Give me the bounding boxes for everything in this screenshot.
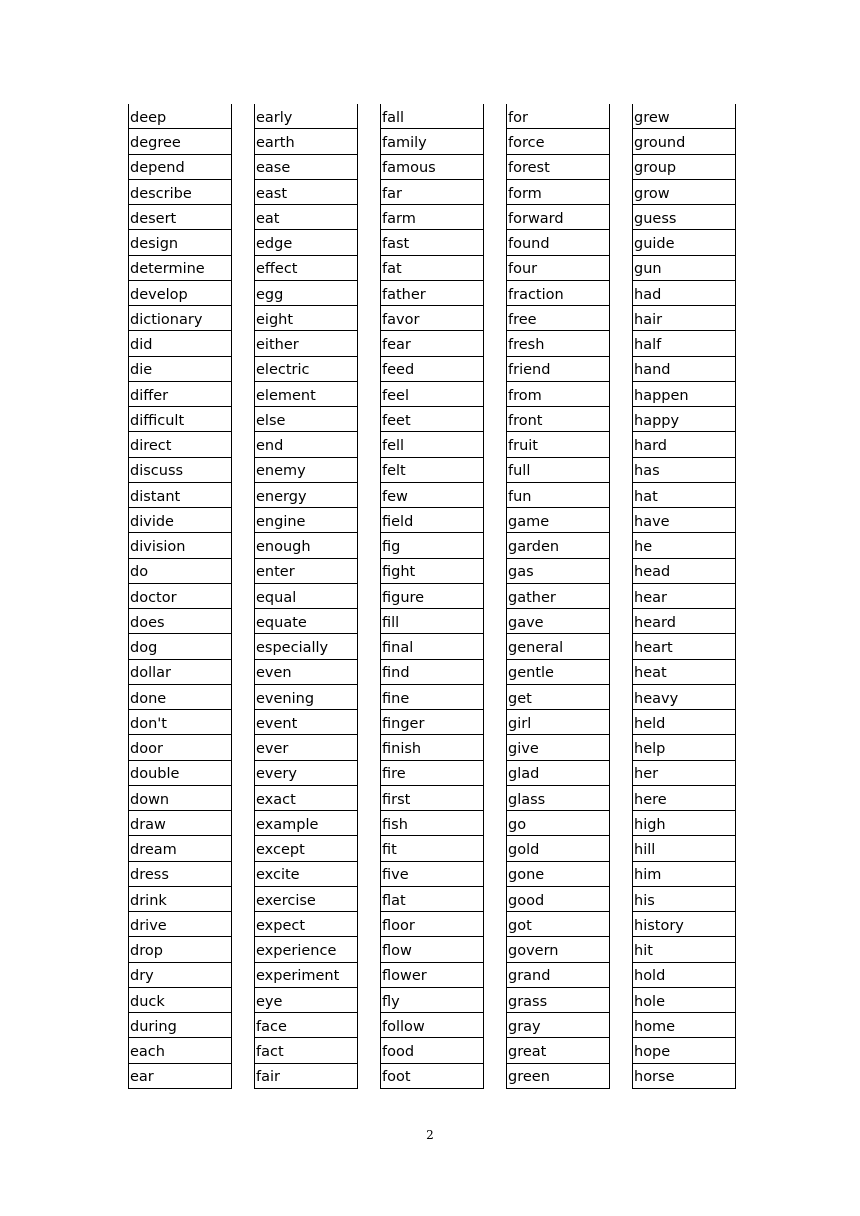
word-cell: fill xyxy=(381,609,483,634)
word-cell: famous xyxy=(381,155,483,180)
word-cell: eat xyxy=(255,205,357,230)
word-cell: home xyxy=(633,1013,735,1038)
word-cell: happy xyxy=(633,407,735,432)
word-cell: expect xyxy=(255,912,357,937)
word-cell: gold xyxy=(507,836,609,861)
word-cell: does xyxy=(129,609,231,634)
word-cell: here xyxy=(633,786,735,811)
word-cell: found xyxy=(507,230,609,255)
word-cell: get xyxy=(507,685,609,710)
word-cell: excite xyxy=(255,862,357,887)
word-cell: divide xyxy=(129,508,231,533)
word-cell: grow xyxy=(633,180,735,205)
word-cell: dollar xyxy=(129,660,231,685)
word-cell: game xyxy=(507,508,609,533)
word-cell: electric xyxy=(255,357,357,382)
word-cell: flat xyxy=(381,887,483,912)
word-cell: dry xyxy=(129,963,231,988)
word-cell: guess xyxy=(633,205,735,230)
word-cell: enough xyxy=(255,533,357,558)
word-cell: drive xyxy=(129,912,231,937)
word-cell: down xyxy=(129,786,231,811)
word-cell: door xyxy=(129,735,231,760)
word-cell: hair xyxy=(633,306,735,331)
word-cell: heard xyxy=(633,609,735,634)
word-cell: happen xyxy=(633,382,735,407)
word-cell: hear xyxy=(633,584,735,609)
word-cell: give xyxy=(507,735,609,760)
word-cell: gave xyxy=(507,609,609,634)
word-cell: father xyxy=(381,281,483,306)
word-cell: every xyxy=(255,761,357,786)
word-cell: draw xyxy=(129,811,231,836)
word-cell: double xyxy=(129,761,231,786)
word-cell: grand xyxy=(507,963,609,988)
word-cell: fun xyxy=(507,483,609,508)
word-cell: early xyxy=(255,104,357,129)
word-cell: evening xyxy=(255,685,357,710)
word-cell: fruit xyxy=(507,432,609,457)
word-cell: fraction xyxy=(507,281,609,306)
word-cell: dog xyxy=(129,634,231,659)
word-cell: few xyxy=(381,483,483,508)
word-cell: hold xyxy=(633,963,735,988)
word-cell: edge xyxy=(255,230,357,255)
word-cell: far xyxy=(381,180,483,205)
word-cell: her xyxy=(633,761,735,786)
word-cell: earth xyxy=(255,129,357,154)
word-cell: effect xyxy=(255,256,357,281)
word-cell: exact xyxy=(255,786,357,811)
word-cell: first xyxy=(381,786,483,811)
word-cell: hard xyxy=(633,432,735,457)
word-cell: fire xyxy=(381,761,483,786)
word-cell: dress xyxy=(129,862,231,887)
word-cell: gather xyxy=(507,584,609,609)
word-cell: distant xyxy=(129,483,231,508)
word-cell: fast xyxy=(381,230,483,255)
word-cell: four xyxy=(507,256,609,281)
word-cell: ear xyxy=(129,1064,231,1089)
word-cell: have xyxy=(633,508,735,533)
word-cell: even xyxy=(255,660,357,685)
word-cell: equal xyxy=(255,584,357,609)
word-cell: held xyxy=(633,710,735,735)
word-cell: fish xyxy=(381,811,483,836)
word-cell: drink xyxy=(129,887,231,912)
word-cell: enemy xyxy=(255,458,357,483)
word-cell: glass xyxy=(507,786,609,811)
word-cell: great xyxy=(507,1038,609,1063)
word-column xyxy=(380,104,484,1089)
word-cell: east xyxy=(255,180,357,205)
word-column xyxy=(506,104,610,1089)
word-cell: gentle xyxy=(507,660,609,685)
word-cell: hill xyxy=(633,836,735,861)
word-cell: felt xyxy=(381,458,483,483)
word-column xyxy=(632,104,736,1089)
word-cell: govern xyxy=(507,937,609,962)
word-cell: grew xyxy=(633,104,735,129)
word-cell: duck xyxy=(129,988,231,1013)
word-cell: green xyxy=(507,1064,609,1089)
word-cell: event xyxy=(255,710,357,735)
word-cell: him xyxy=(633,862,735,887)
word-cell: discuss xyxy=(129,458,231,483)
word-cell: especially xyxy=(255,634,357,659)
word-cell: five xyxy=(381,862,483,887)
word-cell: guide xyxy=(633,230,735,255)
word-cell: fit xyxy=(381,836,483,861)
word-cell: hat xyxy=(633,483,735,508)
word-cell: fat xyxy=(381,256,483,281)
word-cell: front xyxy=(507,407,609,432)
word-cell: heavy xyxy=(633,685,735,710)
word-cell: form xyxy=(507,180,609,205)
word-cell: forward xyxy=(507,205,609,230)
word-cell: force xyxy=(507,129,609,154)
word-cell: deep xyxy=(129,104,231,129)
word-cell: garden xyxy=(507,533,609,558)
word-cell: horse xyxy=(633,1064,735,1089)
word-cell: develop xyxy=(129,281,231,306)
word-cell: example xyxy=(255,811,357,836)
word-cell: his xyxy=(633,887,735,912)
word-cell: heat xyxy=(633,660,735,685)
word-cell: fly xyxy=(381,988,483,1013)
word-cell: eye xyxy=(255,988,357,1013)
word-cell: done xyxy=(129,685,231,710)
word-cell: favor xyxy=(381,306,483,331)
word-cell: history xyxy=(633,912,735,937)
word-cell: else xyxy=(255,407,357,432)
word-cell: flow xyxy=(381,937,483,962)
word-cell: gray xyxy=(507,1013,609,1038)
word-cell: go xyxy=(507,811,609,836)
word-cell: end xyxy=(255,432,357,457)
word-cell: fresh xyxy=(507,331,609,356)
word-cell: had xyxy=(633,281,735,306)
word-cell: feel xyxy=(381,382,483,407)
word-cell: flower xyxy=(381,963,483,988)
word-cell: do xyxy=(129,559,231,584)
word-cell: fact xyxy=(255,1038,357,1063)
word-cell: enter xyxy=(255,559,357,584)
word-cell: high xyxy=(633,811,735,836)
word-cell: hole xyxy=(633,988,735,1013)
word-cell: fear xyxy=(381,331,483,356)
word-cell: friend xyxy=(507,357,609,382)
word-cell: differ xyxy=(129,382,231,407)
page-number: 2 xyxy=(426,1128,434,1142)
word-cell: hand xyxy=(633,357,735,382)
word-cell: figure xyxy=(381,584,483,609)
word-cell: ever xyxy=(255,735,357,760)
word-cell: eight xyxy=(255,306,357,331)
word-cell: engine xyxy=(255,508,357,533)
word-cell: drop xyxy=(129,937,231,962)
word-cell: for xyxy=(507,104,609,129)
word-cell: hope xyxy=(633,1038,735,1063)
word-cell: energy xyxy=(255,483,357,508)
word-cell: fight xyxy=(381,559,483,584)
word-cell: food xyxy=(381,1038,483,1063)
word-cell: grass xyxy=(507,988,609,1013)
word-column xyxy=(128,104,232,1089)
word-cell: degree xyxy=(129,129,231,154)
word-cell: experience xyxy=(255,937,357,962)
word-cell: did xyxy=(129,331,231,356)
word-cell: fall xyxy=(381,104,483,129)
word-cell: exercise xyxy=(255,887,357,912)
word-cell: fine xyxy=(381,685,483,710)
word-cell: gun xyxy=(633,256,735,281)
word-cell: gone xyxy=(507,862,609,887)
word-cell: each xyxy=(129,1038,231,1063)
word-cell: doctor xyxy=(129,584,231,609)
word-cell: describe xyxy=(129,180,231,205)
word-cell: determine xyxy=(129,256,231,281)
word-cell: fig xyxy=(381,533,483,558)
word-cell: foot xyxy=(381,1064,483,1089)
word-cell: experiment xyxy=(255,963,357,988)
word-cell: either xyxy=(255,331,357,356)
word-cell: girl xyxy=(507,710,609,735)
word-cell: finger xyxy=(381,710,483,735)
word-cell: forest xyxy=(507,155,609,180)
word-cell: final xyxy=(381,634,483,659)
word-cell: hit xyxy=(633,937,735,962)
word-cell: difficult xyxy=(129,407,231,432)
word-cell: full xyxy=(507,458,609,483)
word-cell: got xyxy=(507,912,609,937)
word-cell: head xyxy=(633,559,735,584)
word-cell: good xyxy=(507,887,609,912)
word-cell: half xyxy=(633,331,735,356)
word-cell: face xyxy=(255,1013,357,1038)
word-cell: egg xyxy=(255,281,357,306)
word-cell: equate xyxy=(255,609,357,634)
word-cell: from xyxy=(507,382,609,407)
word-cell: depend xyxy=(129,155,231,180)
word-cell: desert xyxy=(129,205,231,230)
word-cell: follow xyxy=(381,1013,483,1038)
word-cell: field xyxy=(381,508,483,533)
word-cell: finish xyxy=(381,735,483,760)
word-column xyxy=(254,104,358,1089)
word-cell: dream xyxy=(129,836,231,861)
word-cell: find xyxy=(381,660,483,685)
word-cell: element xyxy=(255,382,357,407)
word-cell: gas xyxy=(507,559,609,584)
word-cell: he xyxy=(633,533,735,558)
word-cell: help xyxy=(633,735,735,760)
word-cell: feed xyxy=(381,357,483,382)
word-cell: design xyxy=(129,230,231,255)
word-cell: direct xyxy=(129,432,231,457)
word-cell: family xyxy=(381,129,483,154)
word-cell: floor xyxy=(381,912,483,937)
word-cell: has xyxy=(633,458,735,483)
word-cell: free xyxy=(507,306,609,331)
word-cell: general xyxy=(507,634,609,659)
word-cell: division xyxy=(129,533,231,558)
word-cell: except xyxy=(255,836,357,861)
word-cell: heart xyxy=(633,634,735,659)
word-cell: ground xyxy=(633,129,735,154)
word-cell: dictionary xyxy=(129,306,231,331)
word-cell: farm xyxy=(381,205,483,230)
word-cell: group xyxy=(633,155,735,180)
word-cell: fair xyxy=(255,1064,357,1089)
word-cell: during xyxy=(129,1013,231,1038)
word-cell: don't xyxy=(129,710,231,735)
word-cell: ease xyxy=(255,155,357,180)
word-cell: glad xyxy=(507,761,609,786)
word-cell: feet xyxy=(381,407,483,432)
word-cell: fell xyxy=(381,432,483,457)
word-cell: die xyxy=(129,357,231,382)
